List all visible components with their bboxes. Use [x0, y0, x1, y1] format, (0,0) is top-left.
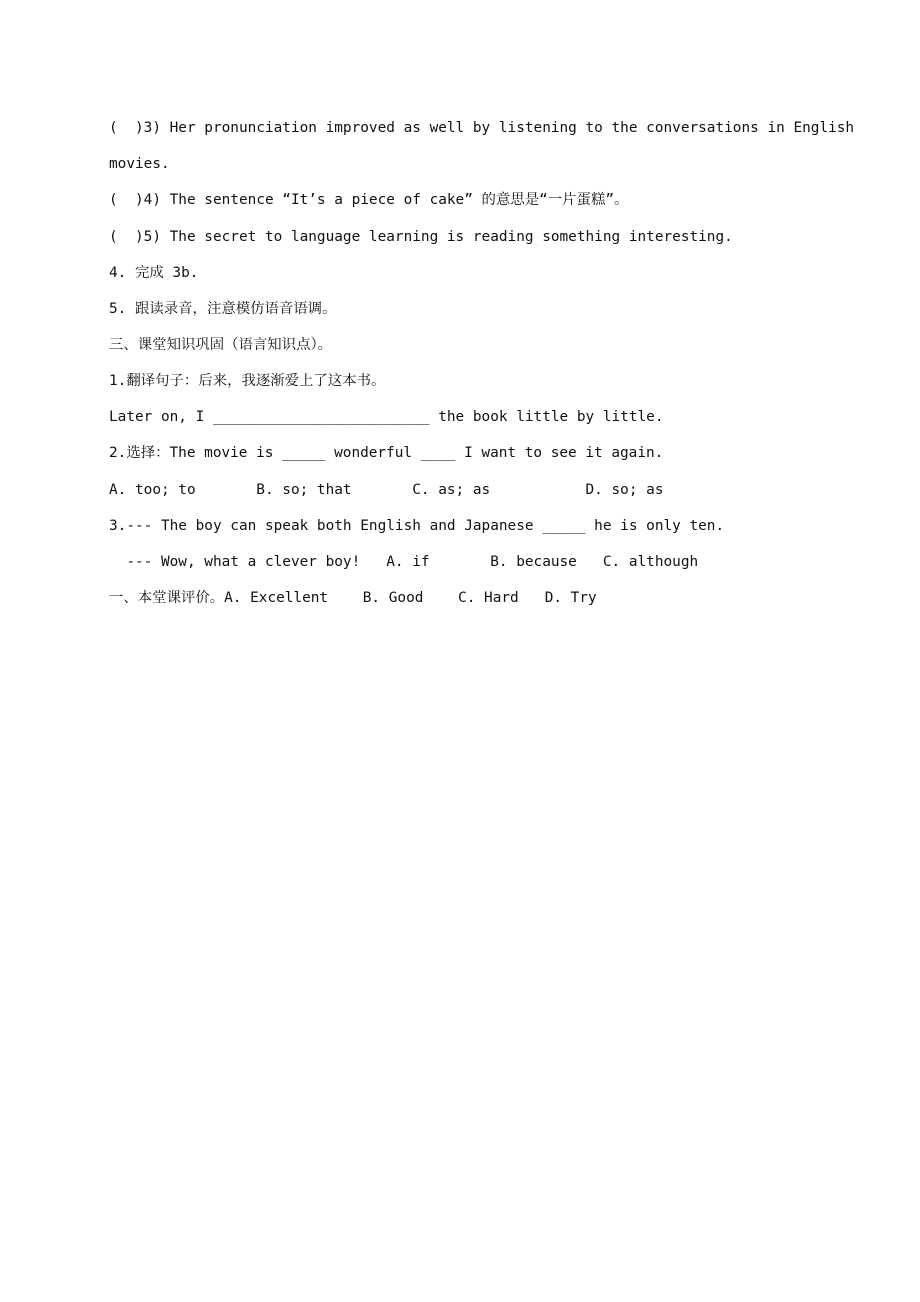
step-4: 4. 完成 3b.	[109, 265, 199, 281]
exercise-3-prompt: 3.--- The boy can speak both English and Japanese _____ he is only ten.	[109, 518, 725, 534]
exercise-3-reply: --- Wow, what a clever boy! A. if B. because C. although	[109, 554, 699, 570]
question-3-line-2: movies.	[109, 156, 170, 172]
question-4: ( )4) The sentence “It’s a piece of cake” 的意思是“一片蛋糕”。	[109, 192, 629, 208]
lesson-evaluation: 一、本堂课评价。A. Excellent B. Good C. Hard D. Try	[109, 590, 597, 606]
exercise-2-prompt: 2.选择：The movie is _____ wonderful ____ I want to see it again.	[109, 445, 664, 461]
section-title: 三、课堂知识巩固（语言知识点）。	[109, 337, 333, 353]
question-5: ( )5) The secret to language learning is reading something interesting.	[109, 229, 733, 245]
exercise-1-prompt: 1.翻译句子：后来，我逐渐爱上了这本书。	[109, 373, 386, 389]
exercise-2-options: A. too; to B. so; that C. as; as D. so; as	[109, 482, 664, 498]
step-5: 5. 跟读录音，注意模仿语音语调。	[109, 301, 337, 317]
exercise-1-sentence: Later on, I _________________________ the book little by little.	[109, 409, 664, 425]
question-3-line-1: ( )3) Her pronunciation improved as well by listening to the conversations in English	[109, 120, 855, 136]
